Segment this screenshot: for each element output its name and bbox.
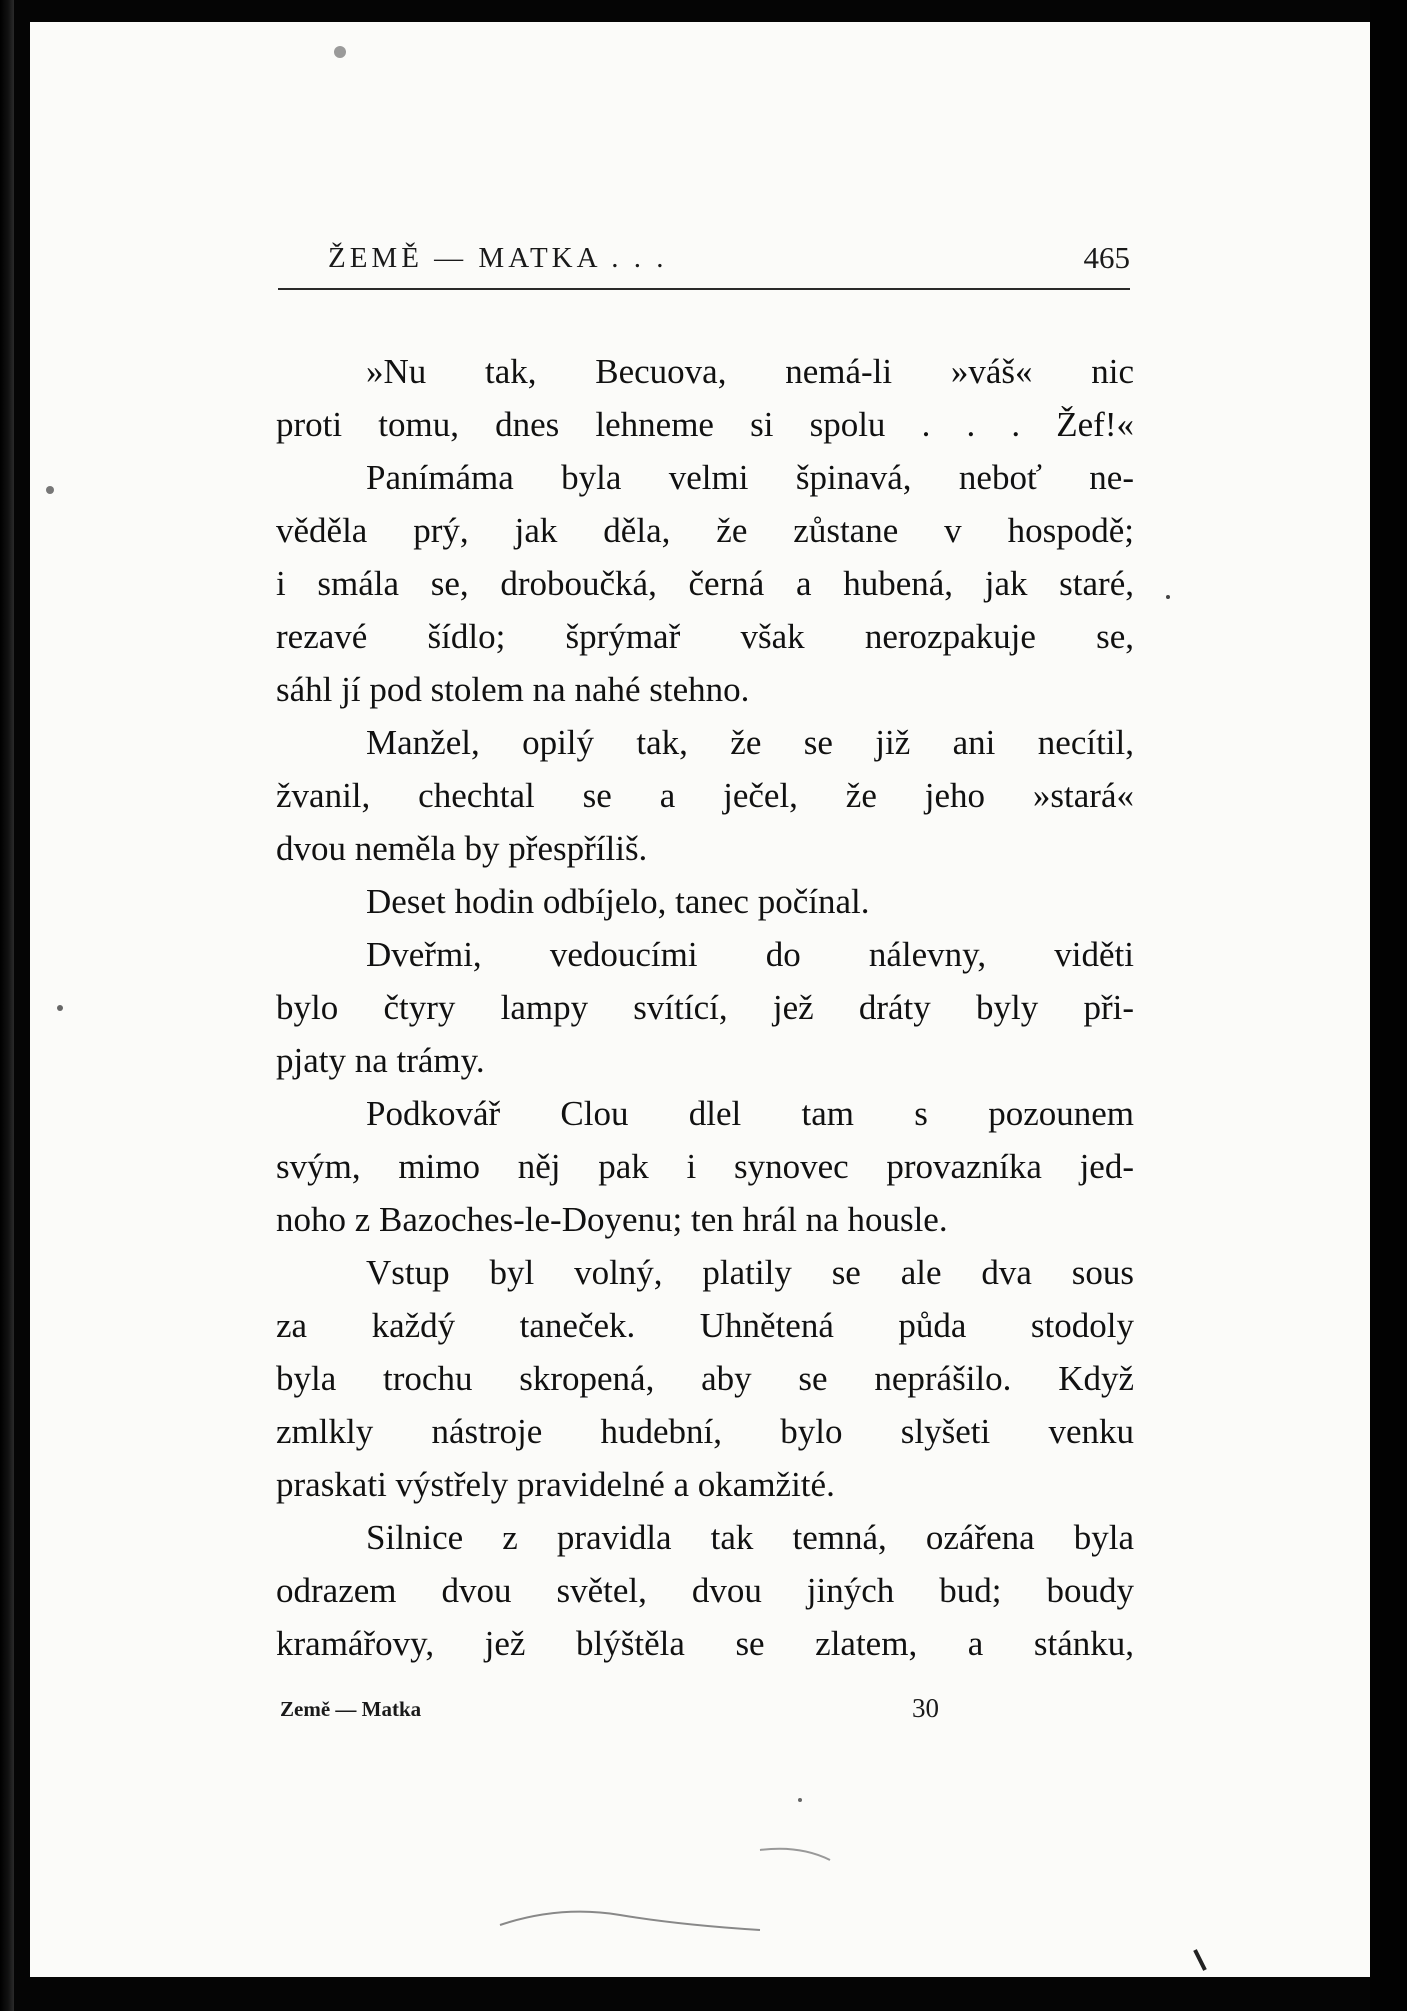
page-footer <box>280 1693 980 1729</box>
text-line: Manžel, opilý tak, že se již ani necítil, <box>366 723 1134 762</box>
text-line: Vstup byl volný, platily se ale dva sous <box>366 1253 1134 1292</box>
text-line: zmlkly nástroje hudební, bylo slyšeti venku <box>276 1412 1134 1451</box>
body-text <box>276 345 1134 1670</box>
text-line: proti tomu, dnes lehneme si spolu . . . Žef!« <box>276 405 1134 444</box>
text-line: kramářovy, jež blýštěla se zlatem, a stánku, <box>276 1624 1134 1663</box>
signature-title: Země — Matka <box>280 1697 422 1721</box>
book-binding-edge <box>0 0 14 2011</box>
text-line: Silnice z pravidla tak temná, ozářena byla <box>366 1518 1134 1557</box>
text-line: žvanil, chechtal se a ječel, že jeho »stará« <box>276 776 1134 815</box>
text-line: svým, mimo něj pak i synovec provazníka jed- <box>276 1147 1134 1186</box>
text-line: Dveřmi, vedoucími do nálevny, viděti <box>366 935 1134 974</box>
page-number: 465 <box>1083 240 1130 275</box>
text-line: odrazem dvou světel, dvou jiných bud; boudy <box>276 1571 1134 1610</box>
text-line: bylo čtyry lampy svítící, jež dráty byly při- <box>276 988 1134 1027</box>
scan-right-border <box>1370 0 1407 2011</box>
signature-number: 30 <box>912 1693 939 1723</box>
text-line: dvou neměla by přespříliš. <box>276 829 648 868</box>
text-line: rezavé šídlo; šprýmař však nerozpakuje se, <box>276 617 1134 656</box>
page-header <box>278 240 1130 290</box>
text-line: noho z Bazoches-le-Doyenu; ten hrál na housle. <box>276 1200 948 1239</box>
text-line: i smála se, droboučká, černá a hubená, jak staré, <box>276 564 1134 603</box>
text-line: věděla prý, jak děla, že zůstane v hospodě; <box>276 511 1134 550</box>
text-line: Podkovář Clou dlel tam s pozounem <box>366 1094 1134 1133</box>
text-line: pjaty na trámy. <box>276 1041 485 1080</box>
text-line: praskati výstřely pravidelné a okamžité. <box>276 1465 835 1504</box>
text-line: za každý taneček. Uhnětená půda stodoly <box>276 1306 1134 1345</box>
text-line: byla trochu skropená, aby se neprášilo. Když <box>276 1359 1134 1398</box>
header-rule <box>278 288 1130 290</box>
text-line: sáhl jí pod stolem na nahé stehno. <box>276 670 750 709</box>
text-line: »Nu tak, Becuova, nemá-li »váš« nic <box>366 352 1134 391</box>
text-line: Panímáma byla velmi špinavá, neboť ne- <box>366 458 1134 497</box>
text-line: Deset hodin odbíjelo, tanec počínal. <box>366 882 870 921</box>
running-title: ŽEMĚ — MATKA . . . <box>328 242 668 274</box>
